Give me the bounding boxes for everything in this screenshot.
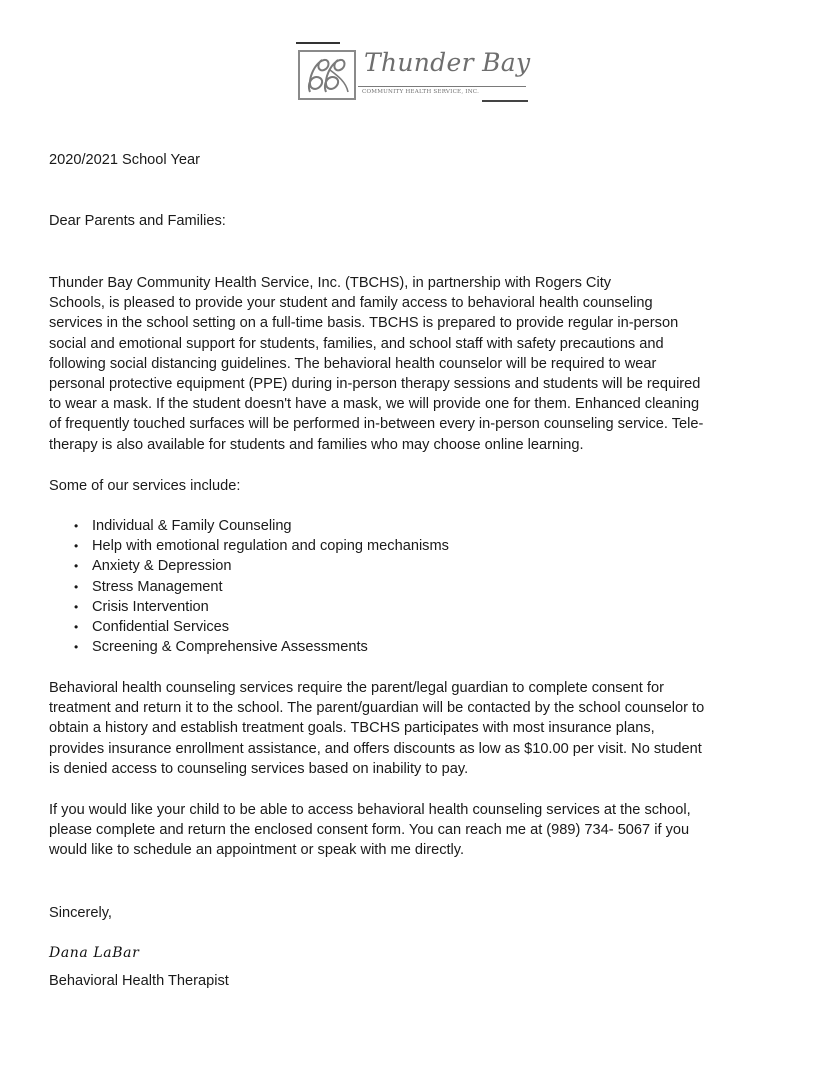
paragraph-line: of frequently touched surfaces will be performed in-between every in-person counseling service. Tele- xyxy=(49,416,704,433)
paragraph-line: Behavioral health counseling services require the parent/legal guardian to complete consent for xyxy=(49,680,664,696)
paragraph-line: treatment and return it to the school. The parent/guardian will be contacted by the school counselor to xyxy=(49,700,705,717)
logo-name: Thunder Bay xyxy=(364,48,531,77)
paragraph-intro xyxy=(49,273,794,455)
logo-emblem xyxy=(298,50,356,100)
paragraph-line: following social distancing guidelines. The behavioral health counselor will be required to wear xyxy=(49,355,657,372)
service-item: • Individual & Family Counseling xyxy=(72,516,449,536)
paragraph-consent xyxy=(49,678,794,779)
paragraph-line: services in the school setting on a full-time basis. TBCHS is prepared to provide regular in-person xyxy=(49,315,679,332)
logo-emblem-icon xyxy=(300,52,354,98)
logo-bottom-rule xyxy=(482,100,528,102)
service-item: • Anxiety & Depression xyxy=(72,556,449,576)
paragraph-line: Thunder Bay Community Health Service, Inc. (TBCHS), in partnership with Rogers City xyxy=(49,275,612,291)
paragraph-line: provides insurance enrollment assistance, and offers discounts as low as $10.00 per visit. No student xyxy=(49,740,702,757)
service-item: • Crisis Intervention xyxy=(72,597,449,617)
paragraph-contact xyxy=(49,800,794,861)
handwritten-signature: Dana LaBar xyxy=(49,945,140,961)
service-item: • Stress Management xyxy=(72,577,449,597)
school-year: 2020/2021 School Year xyxy=(49,152,200,168)
service-item: • Help with emotional regulation and coping mechanisms xyxy=(72,536,449,556)
paragraph-line: obtain a history and establish treatment goals. TBCHS participates with most insurance plans, xyxy=(49,720,655,737)
services-list xyxy=(72,516,449,657)
paragraph-line: Schools, is pleased to provide your student and family access to behavioral health counseling xyxy=(49,295,653,312)
paragraph-line: to wear a mask. If the student doesn't have a mask, we will provide one for them. Enhanced cleaning xyxy=(49,396,700,413)
paragraph-line: is denied access to counseling services based on inability to pay. xyxy=(49,760,469,777)
logo-subtitle: COMMUNITY HEALTH SERVICE, INC. xyxy=(362,89,480,95)
greeting: Dear Parents and Families: xyxy=(49,213,226,229)
logo-top-rule xyxy=(296,42,340,44)
service-item: • Confidential Services xyxy=(72,617,449,637)
paragraph-line: social and emotional support for students, families, and school staff with safety precautions and xyxy=(49,335,664,352)
paragraph-line: therapy is also available for students and families who may choose online learning. xyxy=(49,436,584,453)
paragraph-line: would like to schedule an appointment or speak with me directly. xyxy=(49,842,465,859)
paragraph-line: please complete and return the enclosed consent form. You can reach me at (989) 734- 5067 if you xyxy=(49,822,690,839)
paragraph-line: If you would like your child to be able to access behavioral health counseling services at the school, xyxy=(49,802,691,818)
signer-title: Behavioral Health Therapist xyxy=(49,973,229,989)
logo-divider xyxy=(358,86,526,87)
service-item: • Screening & Comprehensive Assessments xyxy=(72,637,449,657)
paragraph-line: personal protective equipment (PPE) during in-person therapy sessions and students will be required xyxy=(49,376,701,393)
services-intro: Some of our services include: xyxy=(49,478,241,494)
closing: Sincerely, xyxy=(49,905,112,921)
thunder-bay-logo xyxy=(296,42,531,106)
